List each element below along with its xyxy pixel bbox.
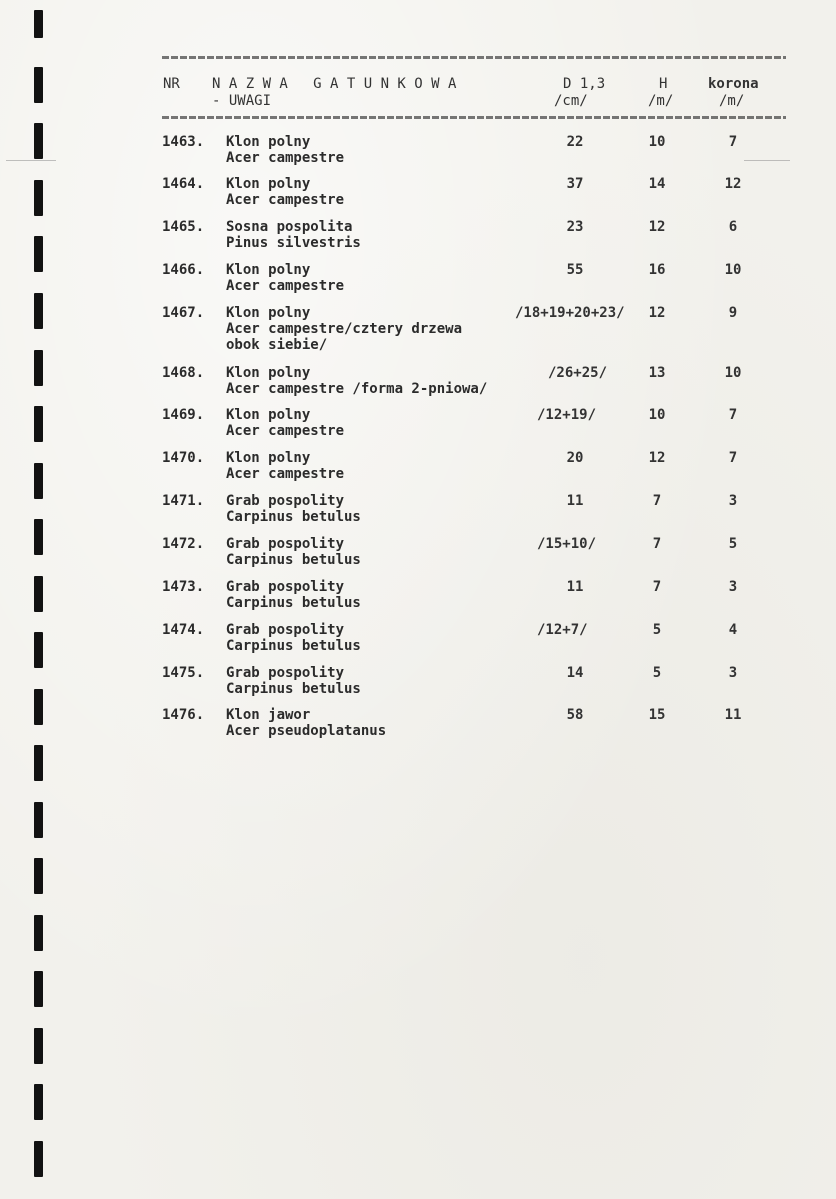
- row-number: 1463.: [162, 134, 205, 150]
- row-number: 1466.: [162, 262, 205, 278]
- punch-mark: [34, 519, 43, 555]
- height-value: 7: [652, 536, 662, 552]
- species-name: Grab pospolity Carpinus betulus: [226, 536, 361, 568]
- species-name: Grab pospolity Carpinus betulus: [226, 493, 361, 525]
- row-number: 1469.: [162, 407, 205, 423]
- species-name: Grab pospolity Carpinus betulus: [226, 622, 361, 654]
- row-number: 1476.: [162, 707, 205, 723]
- crown-value: 12: [724, 176, 742, 192]
- diameter-value: 55: [566, 262, 584, 278]
- diameter-value: 22: [566, 134, 584, 150]
- crown-value: 5: [728, 536, 738, 552]
- height-value: 7: [652, 579, 662, 595]
- row-number: 1473.: [162, 579, 205, 595]
- species-name: Klon polny Acer campestre/cztery drzewa obok siebie/: [226, 305, 463, 353]
- punch-mark: [34, 236, 43, 272]
- crown-value: 4: [728, 622, 738, 638]
- species-name: Klon polny Acer campestre /forma 2-pniowa/: [226, 365, 488, 397]
- species-name: Grab pospolity Carpinus betulus: [226, 665, 361, 697]
- crown-value: 7: [728, 450, 738, 466]
- diameter-value: 37: [566, 176, 584, 192]
- punch-mark: [34, 971, 43, 1007]
- punch-mark: [34, 406, 43, 442]
- crown-value: 9: [728, 305, 738, 321]
- species-name: Klon polny Acer campestre: [226, 450, 345, 482]
- height-value: 12: [648, 305, 666, 321]
- species-name: Grab pospolity Carpinus betulus: [226, 579, 361, 611]
- row-number: 1471.: [162, 493, 205, 509]
- header-diameter-unit: /cm/: [554, 93, 588, 109]
- punch-mark: [34, 745, 43, 781]
- header-diameter: D 1,3: [563, 76, 606, 92]
- punch-mark: [34, 350, 43, 386]
- punch-mark: [34, 632, 43, 668]
- species-name: Sosna pospolita Pinus silvestris: [226, 219, 361, 251]
- height-value: 15: [648, 707, 666, 723]
- crown-value: 7: [728, 407, 738, 423]
- header-height: H: [659, 76, 668, 92]
- height-value: 7: [652, 493, 662, 509]
- punch-mark: [34, 123, 43, 159]
- header-remarks: - UWAGI: [212, 93, 272, 109]
- punch-mark: [34, 858, 43, 894]
- header-crown-unit: /m/: [719, 93, 745, 109]
- punch-mark: [34, 293, 43, 329]
- crown-value: 7: [728, 134, 738, 150]
- diameter-value: /15+10/: [537, 536, 597, 552]
- row-number: 1474.: [162, 622, 205, 638]
- margin-fold-mark: [744, 160, 790, 161]
- height-value: 10: [648, 134, 666, 150]
- row-number: 1464.: [162, 176, 205, 192]
- header-height-unit: /m/: [648, 93, 674, 109]
- row-number: 1475.: [162, 665, 205, 681]
- crown-value: 10: [724, 365, 742, 381]
- punch-mark: [34, 1028, 43, 1064]
- diameter-value: 14: [566, 665, 584, 681]
- species-name: Klon polny Acer campestre: [226, 407, 345, 439]
- punch-mark: [34, 1141, 43, 1177]
- diameter-value: /18+19+20+23/: [515, 305, 625, 321]
- height-value: 13: [648, 365, 666, 381]
- diameter-value: 23: [566, 219, 584, 235]
- punch-mark: [34, 576, 43, 612]
- crown-value: 10: [724, 262, 742, 278]
- punch-mark: [34, 10, 43, 38]
- row-number: 1472.: [162, 536, 205, 552]
- punch-mark: [34, 1084, 43, 1120]
- species-name: Klon polny Acer campestre: [226, 176, 345, 208]
- species-name: Klon polny Acer campestre: [226, 262, 345, 294]
- punch-mark: [34, 67, 43, 103]
- margin-fold-mark: [6, 160, 56, 161]
- punch-mark: [34, 915, 43, 951]
- punch-mark: [34, 802, 43, 838]
- height-value: 10: [648, 407, 666, 423]
- diameter-value: /26+25/: [548, 365, 608, 381]
- height-value: 12: [648, 219, 666, 235]
- crown-value: 3: [728, 579, 738, 595]
- crown-value: 3: [728, 665, 738, 681]
- header-top-rule: [162, 56, 786, 59]
- diameter-value: /12+7/: [537, 622, 588, 638]
- height-value: 12: [648, 450, 666, 466]
- diameter-value: 11: [566, 493, 584, 509]
- height-value: 5: [652, 665, 662, 681]
- row-number: 1467.: [162, 305, 205, 321]
- row-number: 1468.: [162, 365, 205, 381]
- height-value: 14: [648, 176, 666, 192]
- diameter-value: /12+19/: [537, 407, 597, 423]
- crown-value: 6: [728, 219, 738, 235]
- header-nr: NR: [163, 76, 180, 92]
- diameter-value: 11: [566, 579, 584, 595]
- species-name: Klon polny Acer campestre: [226, 134, 345, 166]
- punch-mark: [34, 463, 43, 499]
- header-bottom-rule: [162, 116, 786, 119]
- diameter-value: 58: [566, 707, 584, 723]
- height-value: 5: [652, 622, 662, 638]
- punch-mark: [34, 180, 43, 216]
- diameter-value: 20: [566, 450, 584, 466]
- height-value: 16: [648, 262, 666, 278]
- crown-value: 3: [728, 493, 738, 509]
- header-crown: korona: [708, 76, 759, 92]
- row-number: 1470.: [162, 450, 205, 466]
- crown-value: 11: [724, 707, 742, 723]
- row-number: 1465.: [162, 219, 205, 235]
- header-name: N A Z W A G A T U N K O W A: [212, 76, 457, 92]
- punch-mark: [34, 689, 43, 725]
- species-name: Klon jawor Acer pseudoplatanus: [226, 707, 387, 739]
